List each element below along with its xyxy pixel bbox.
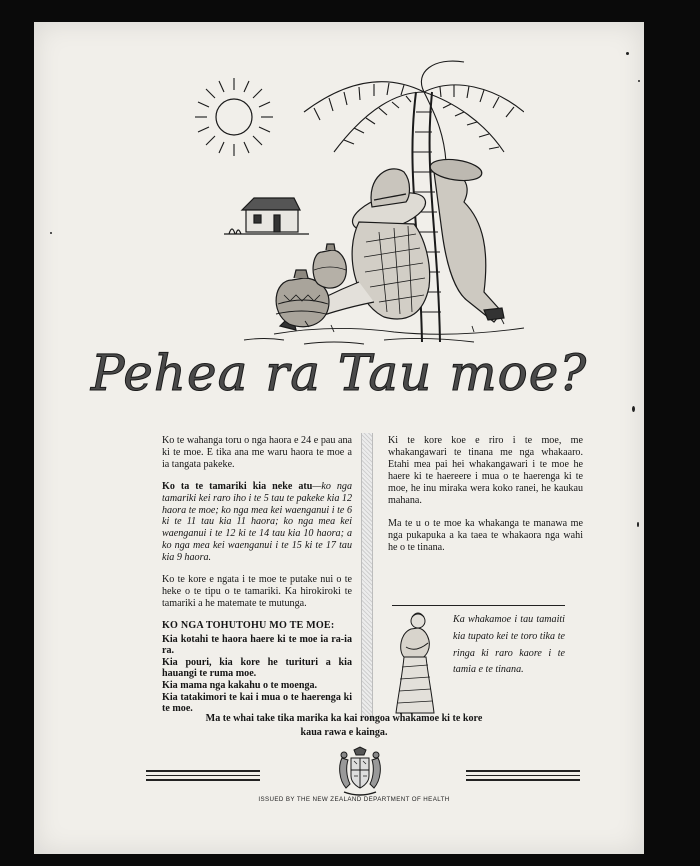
scan-speck <box>637 522 639 527</box>
scan-speck <box>50 232 52 234</box>
poster-headline: Pehea ra Tau moe? <box>90 344 588 402</box>
tip-item: Kia mama nga kakahu o te moenga. <box>162 680 318 692</box>
medication-warning: Ma te whai take tika marika ka kai rongoa whakamoe ki te kore kaua rawa e kainga. <box>205 713 483 738</box>
footer-rules-left <box>146 770 260 784</box>
column-divider <box>361 433 373 720</box>
scan-speck <box>638 80 640 82</box>
tips-list <box>162 634 352 715</box>
left-column <box>162 435 352 715</box>
sun-icon <box>216 99 252 135</box>
house-icon <box>224 198 309 234</box>
baby-caption: Ka whakamoe i tau tamaiti kia tupato kei te toro tika te ringa ki raro kaore i te tamia e te tinana. <box>453 614 565 676</box>
issued-by-line: ISSUED BY THE NEW ZEALAND DEPARTMENT OF HEALTH <box>258 796 450 803</box>
restoration-paragraph: Ma te u o te moe ka whakanga te manawa me nga pukapuka a ka taea te whakaora nga wahi he o te tinana. <box>388 518 583 554</box>
footer-rules-right <box>466 770 580 784</box>
tip-item: Kia pouri, kia kore he turituri a kia hauangi te ruma moe. <box>162 656 352 680</box>
sleeping-man-under-palm-illustration <box>184 52 524 357</box>
children-detail: —ko nga tamariki kei raro iho i te 5 tau te pakeke kia 12 haora te moe; ko nga mea kei waenganui i te 6 ki te 11 tau kia 11 haora; ko nga mea kei waenganui i te 12 ki te 14 tau kia 10 haora; a ko nga mea kei waenganui i te 15 ki te 17 tau kia 9 haora. <box>162 480 352 564</box>
tip-item: Kia kotahi te haora haere ki te moe ia ra-ia ra. <box>162 633 352 657</box>
children-lead: Ko ta te tamariki kia neke atu <box>162 480 313 492</box>
tip-item: Kia tatakimori te kai i mua o te haerenga ki te moe. <box>162 691 352 715</box>
children-sleep-paragraph <box>162 481 352 564</box>
relaxation-paragraph: Ki te kore koe e riro i te moe, me whakangawari te tinana me nga whakaaro. Etahi mea pai hei whakangawari i te moe he haere ki te haereere i mua o te haerenga ki te moe, he inu miraka wera koko ranei, he kaukau mahana. <box>388 435 583 506</box>
nz-coat-of-arms-icon <box>334 746 386 798</box>
clay-jar-icon <box>313 244 346 288</box>
consequence-paragraph: Ko te kore e ngata i te moe te putake nui o te heke o te tipu o te tamariki. Ka hirokiroki te tamariki a he matemate te mutunga. <box>162 574 352 609</box>
scan-speck <box>632 406 635 412</box>
intro-paragraph: Ko te wahanga toru o nga haora e 24 e pau ana ki te moe. E tika ana me waru haora te moe a ia tangata pakeke. <box>162 435 352 470</box>
scan-speck <box>626 52 629 55</box>
tips-heading: KO NGA TOHUTOHU MO TE MOE: <box>162 619 335 631</box>
right-column <box>388 435 583 564</box>
mother-with-baby-illustration <box>394 607 438 717</box>
right-column-rule <box>392 605 565 606</box>
poster-page <box>34 22 644 854</box>
